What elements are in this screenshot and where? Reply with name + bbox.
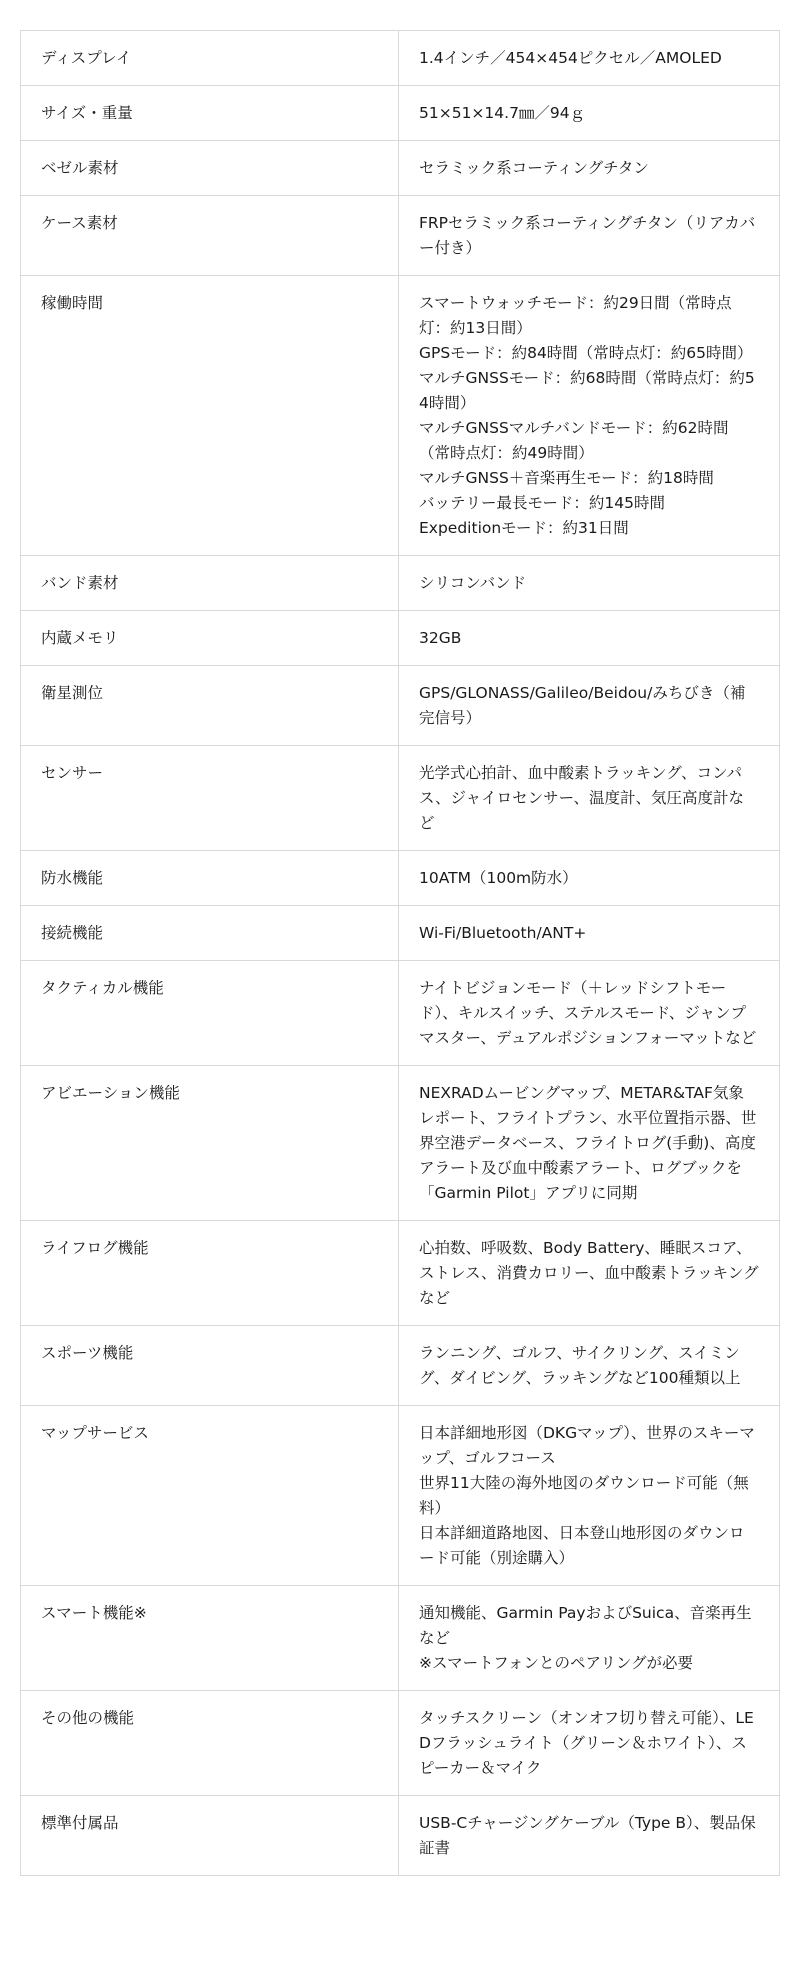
- spec-label: 内蔵メモリ: [21, 611, 399, 666]
- spec-row: [21, 31, 780, 86]
- spec-value-line: 1.4インチ／454×454ピクセル／AMOLED: [419, 49, 722, 67]
- spec-row: [21, 86, 780, 141]
- spec-label: ベゼル素材: [21, 141, 399, 196]
- spec-label: 衛星測位: [21, 666, 399, 746]
- spec-value-line: マルチGNSSマルチバンドモード：約62時間（常時点灯：約49時間）: [419, 419, 729, 462]
- spec-label: タクティカル機能: [21, 961, 399, 1066]
- spec-value: [399, 1221, 780, 1326]
- spec-value: [399, 666, 780, 746]
- spec-row: [21, 196, 780, 276]
- spec-value: [399, 86, 780, 141]
- spec-value: [399, 1406, 780, 1586]
- spec-row: [21, 276, 780, 556]
- spec-row: [21, 1066, 780, 1221]
- spec-value: [399, 1691, 780, 1796]
- spec-label: 接続機能: [21, 906, 399, 961]
- spec-value: [399, 1066, 780, 1221]
- spec-value-line: NEXRADムービングマップ、METAR&TAF気象レポート、フライトプラン、水平位置指示器、世界空港データベース、フライトログ(手動)、高度アラート及び血中酸素アラート、ログブックを「Garmin Pilot」アプリに同期: [419, 1084, 757, 1202]
- spec-table: [20, 30, 780, 1876]
- spec-row: [21, 961, 780, 1066]
- spec-value-line: Expeditionモード：約31日間: [419, 519, 629, 537]
- spec-value: [399, 1796, 780, 1876]
- spec-table-body: [21, 31, 780, 1876]
- spec-value: [399, 1586, 780, 1691]
- spec-value-line: タッチスクリーン（オンオフ切り替え可能）、LEDフラッシュライト（グリーン＆ホワイト）、スピーカー＆マイク: [419, 1709, 754, 1777]
- spec-row: [21, 746, 780, 851]
- spec-value-line: バッテリー最長モード：約145時間: [419, 494, 665, 512]
- spec-value: [399, 746, 780, 851]
- spec-value: [399, 196, 780, 276]
- spec-label: 標準付属品: [21, 1796, 399, 1876]
- spec-row: [21, 1326, 780, 1406]
- spec-value: [399, 556, 780, 611]
- spec-label: バンド素材: [21, 556, 399, 611]
- spec-label: スマート機能※: [21, 1586, 399, 1691]
- spec-label: ケース素材: [21, 196, 399, 276]
- spec-value-line: 日本詳細道路地図、日本登山地形図のダウンロード可能（別途購入）: [419, 1524, 745, 1567]
- spec-value-line: Wi-Fi/Bluetooth/ANT+: [419, 924, 587, 942]
- spec-label: 稼働時間: [21, 276, 399, 556]
- spec-value: [399, 31, 780, 86]
- spec-label: ライフログ機能: [21, 1221, 399, 1326]
- spec-row: [21, 1586, 780, 1691]
- spec-value-line: 32GB: [419, 629, 462, 647]
- spec-row: [21, 666, 780, 746]
- spec-value-line: 51×51×14.7㎜／94ｇ: [419, 104, 586, 122]
- spec-value-line: 日本詳細地形図（DKGマップ）、世界のスキーマップ、ゴルフコース: [419, 1424, 755, 1467]
- spec-row: [21, 141, 780, 196]
- spec-value-line: GPSモード：約84時間（常時点灯：約65時間）: [419, 344, 753, 362]
- spec-value-line: FRPセラミック系コーティングチタン（リアカバー付き）: [419, 214, 756, 257]
- spec-value-line: スマートウォッチモード：約29日間（常時点灯：約13日間）: [419, 294, 732, 337]
- spec-value-line: 世界11大陸の海外地図のダウンロード可能（無料）: [419, 1474, 749, 1517]
- spec-value-line: セラミック系コーティングチタン: [419, 159, 649, 177]
- spec-value-line: 心拍数、呼吸数、Body Battery、睡眠スコア、ストレス、消費カロリー、血中酸素トラッキングなど: [419, 1239, 759, 1307]
- spec-value-line: ナイトビジョンモード（＋レッドシフトモード）、キルスイッチ、ステルスモード、ジャンプマスター、デュアルポジションフォーマットなど: [419, 979, 757, 1047]
- spec-value-line: シリコンバンド: [419, 574, 527, 592]
- spec-value: [399, 961, 780, 1066]
- spec-value-line: 通知機能、Garmin PayおよびSuica、音楽再生など: [419, 1604, 752, 1647]
- spec-row: [21, 611, 780, 666]
- spec-value-line: マルチGNSSモード：約68時間（常時点灯：約54時間）: [419, 369, 755, 412]
- spec-row: [21, 556, 780, 611]
- spec-label: センサー: [21, 746, 399, 851]
- spec-label: その他の機能: [21, 1691, 399, 1796]
- spec-value-line: GPS/GLONASS/Galileo/Beidou/みちびき（補完信号）: [419, 684, 746, 727]
- spec-value: [399, 1326, 780, 1406]
- spec-label: サイズ・重量: [21, 86, 399, 141]
- spec-value: [399, 906, 780, 961]
- spec-value-line: ※スマートフォンとのペアリングが必要: [419, 1654, 694, 1672]
- spec-value-line: ランニング、ゴルフ、サイクリング、スイミング、ダイビング、ラッキングなど100種類以上: [419, 1344, 741, 1387]
- spec-value: [399, 851, 780, 906]
- spec-row: [21, 1221, 780, 1326]
- spec-value-line: マルチGNSS＋音楽再生モード：約18時間: [419, 469, 714, 487]
- spec-value: [399, 611, 780, 666]
- spec-value-line: USB-Cチャージングケーブル（Type B）、製品保証書: [419, 1814, 756, 1857]
- spec-value-line: 10ATM（100m防水）: [419, 869, 578, 887]
- spec-label: スポーツ機能: [21, 1326, 399, 1406]
- spec-row: [21, 1691, 780, 1796]
- spec-label: 防水機能: [21, 851, 399, 906]
- spec-row: [21, 1406, 780, 1586]
- spec-label: マップサービス: [21, 1406, 399, 1586]
- spec-value: [399, 276, 780, 556]
- spec-row: [21, 906, 780, 961]
- spec-row: [21, 851, 780, 906]
- spec-label: ディスプレイ: [21, 31, 399, 86]
- spec-value-line: 光学式心拍計、血中酸素トラッキング、コンパス、ジャイロセンサー、温度計、気圧高度計など: [419, 764, 745, 832]
- spec-row: [21, 1796, 780, 1876]
- spec-label: アビエーション機能: [21, 1066, 399, 1221]
- spec-value: [399, 141, 780, 196]
